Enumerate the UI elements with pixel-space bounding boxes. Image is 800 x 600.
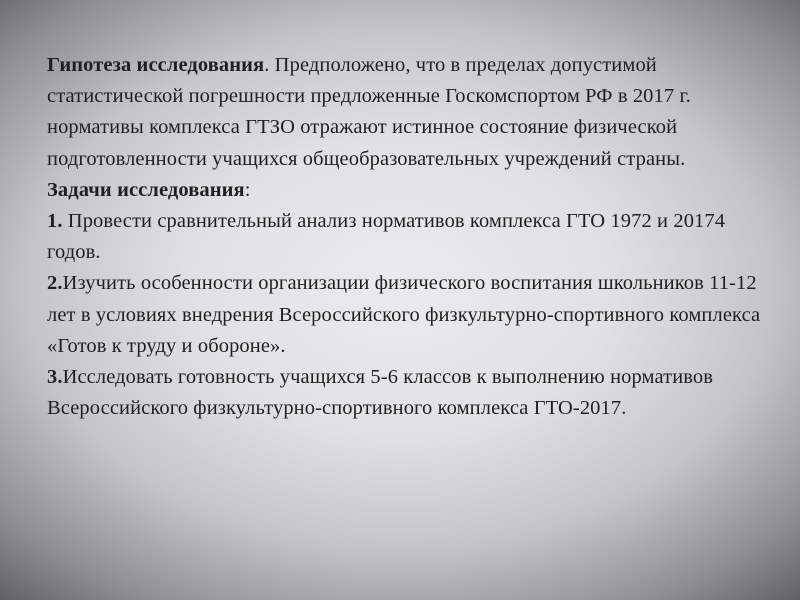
task-number: 2. bbox=[47, 272, 63, 295]
tasks-heading: Задачи исследования bbox=[47, 178, 245, 201]
hypothesis-heading: Гипотеза исследования bbox=[47, 54, 265, 76]
task-number: 3. bbox=[47, 366, 63, 389]
task-text: Изучить особенности организации физического воспитания школьников 11-12 лет в условиях внедрения Всероссийского физкультурно-спортивного комплекса «Готов к труду и обороне». bbox=[47, 272, 761, 357]
task-number: 1. bbox=[47, 210, 63, 233]
task-item-3 bbox=[47, 362, 767, 424]
task-text: Исследовать готовность учащихся 5-6 классов к выполнению нормативов Всероссийского физкультурно-спортивного комплекса ГТО-2017. bbox=[47, 366, 714, 420]
task-text: Провести сравнительный анализ нормативов комплекса ГТО 1972 и 20174 годов. bbox=[47, 210, 726, 264]
hypothesis-paragraph bbox=[47, 50, 767, 175]
tasks-heading-suffix: : bbox=[244, 178, 251, 201]
slide-text-block bbox=[47, 50, 767, 424]
task-item-2 bbox=[47, 268, 767, 362]
task-item-1 bbox=[47, 206, 767, 268]
tasks-heading-line bbox=[47, 175, 767, 206]
hypothesis-text: . Предположено, что в пределах допустимой статистической погрешности предложенные Госкомспортом РФ в 2017 г. нормативы комплекса ГТЗО отражают истинное состояние физической подготовленности учащихся общеобразовательных учреждений страны. bbox=[47, 54, 691, 170]
